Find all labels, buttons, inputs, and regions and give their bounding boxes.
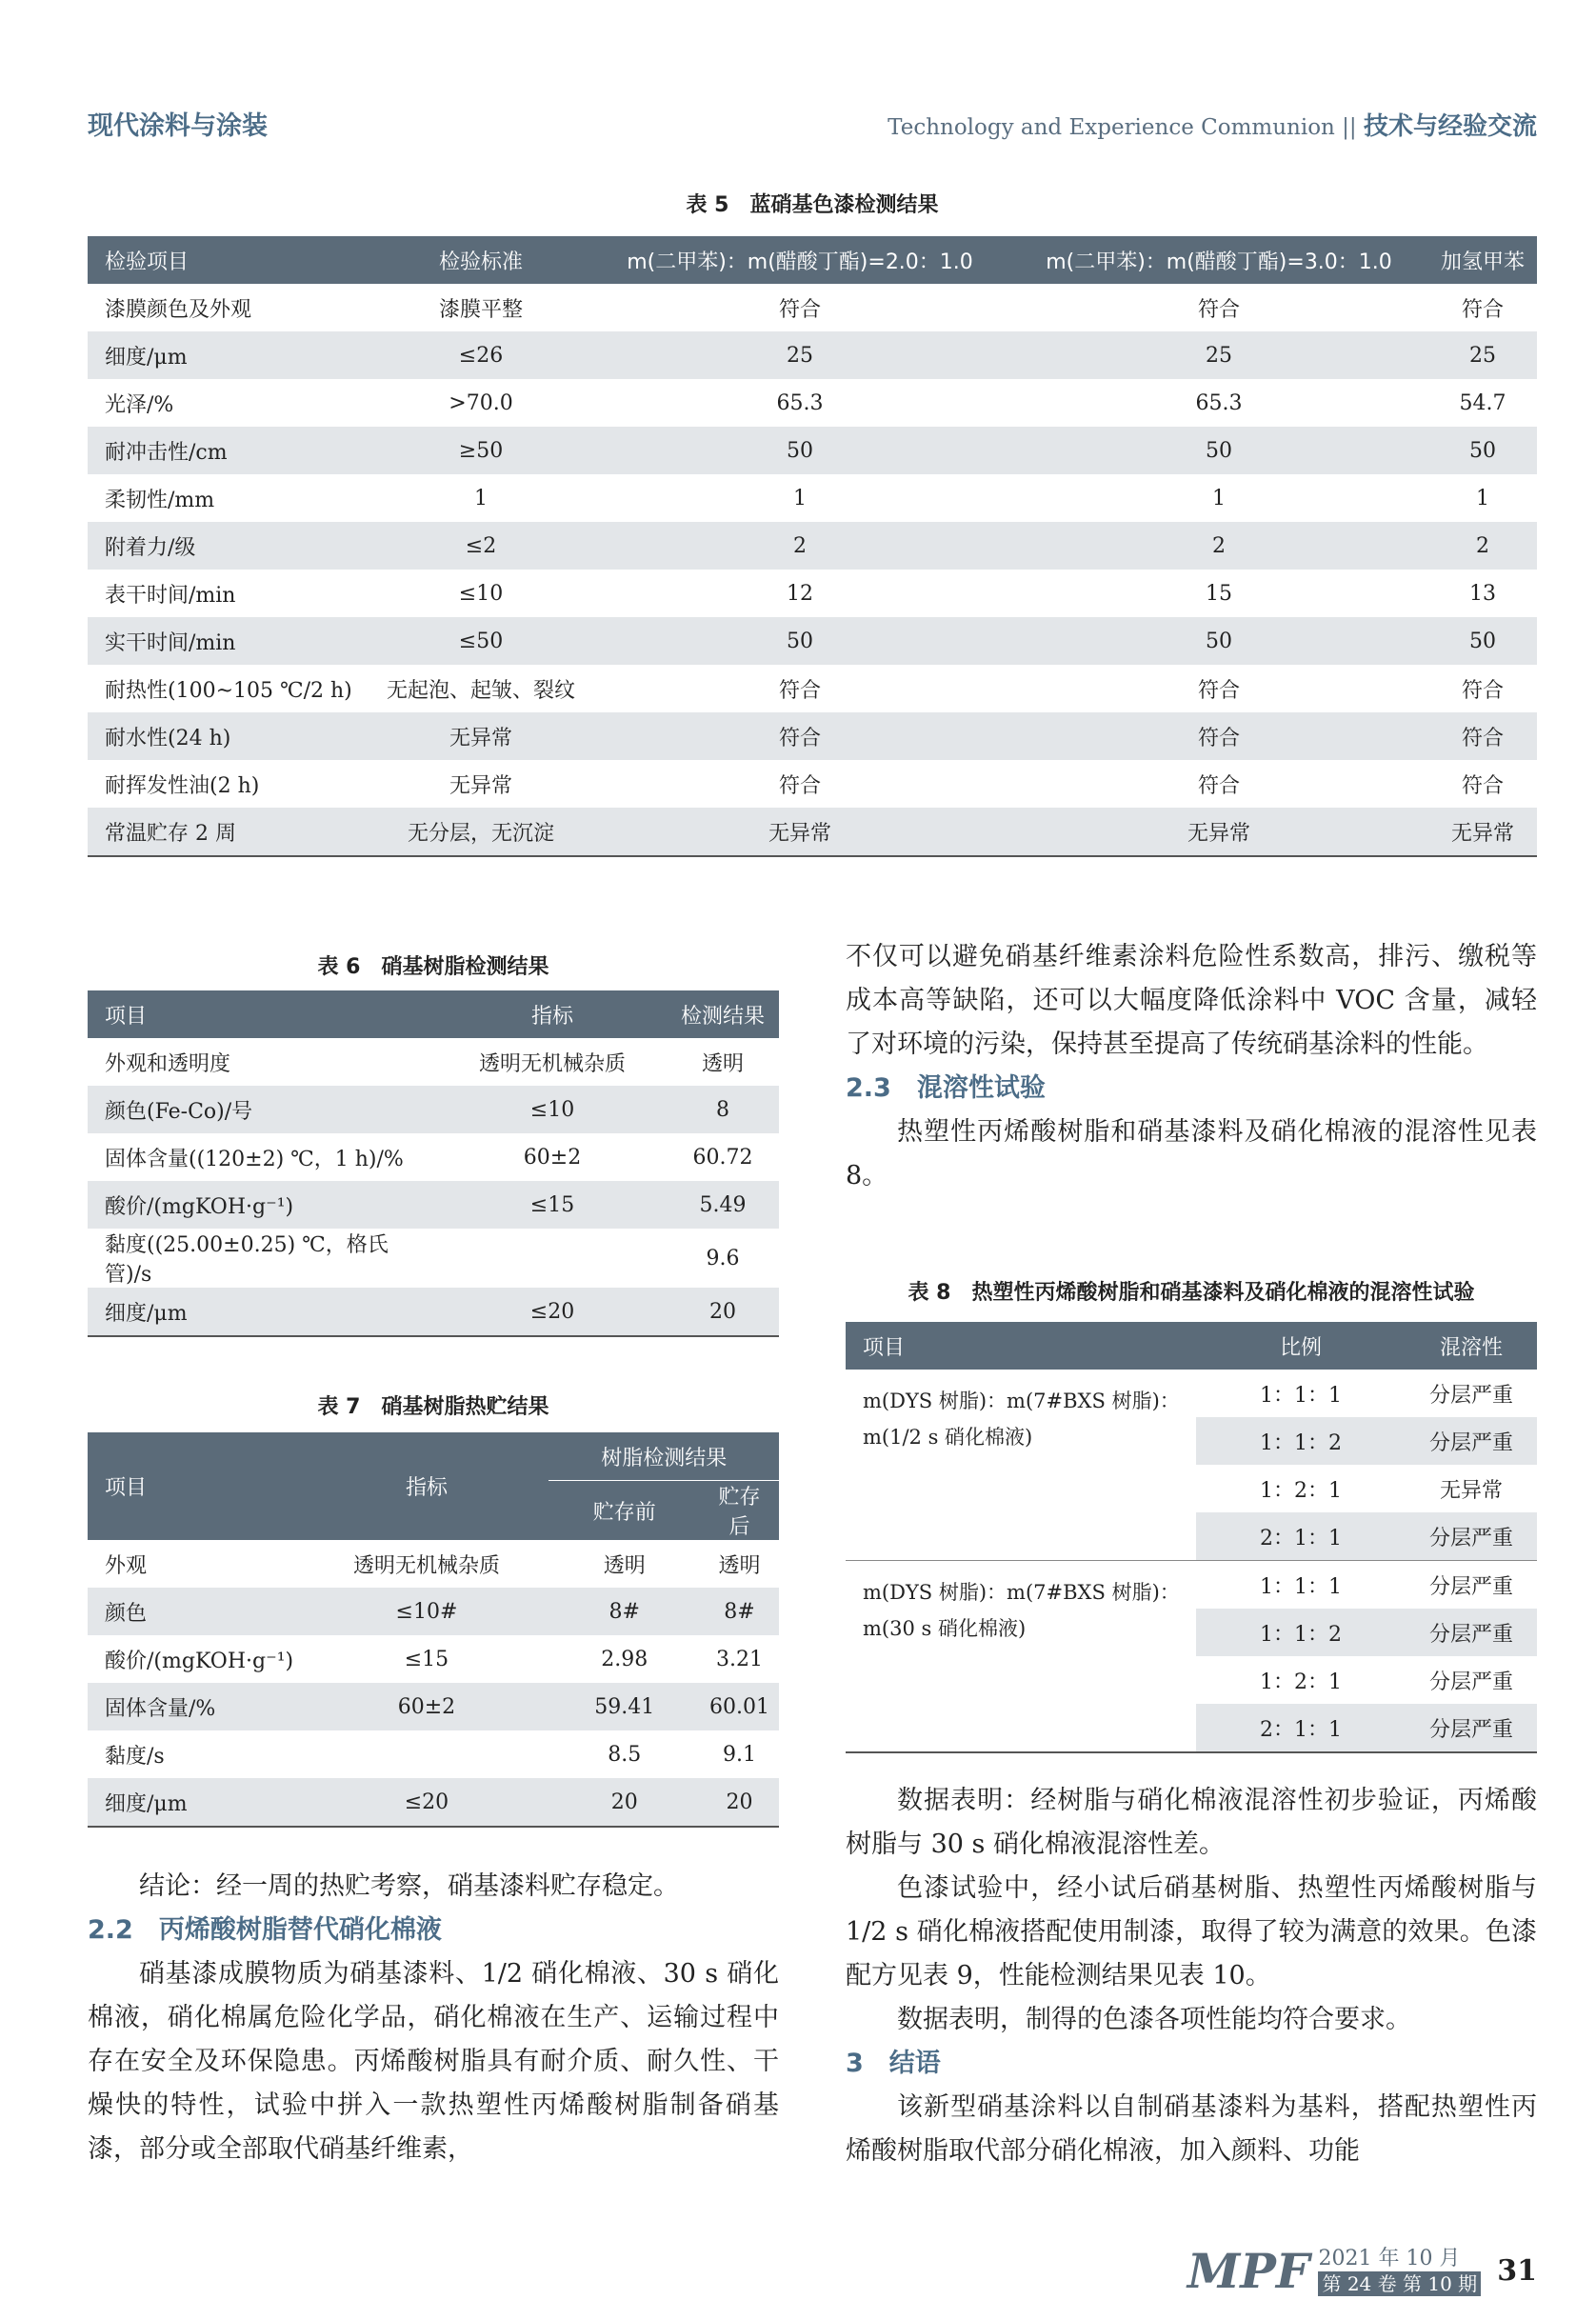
table-cell: 12 (590, 570, 1009, 617)
table-row (88, 1730, 779, 1778)
table5 (88, 236, 1537, 857)
table5-header: 加氢甲苯 (1428, 236, 1537, 284)
column-title-cn: 技术与经验交流 (1363, 112, 1537, 141)
table-row (88, 760, 1537, 808)
table-cell: 漆膜平整 (371, 284, 590, 331)
table-cell: 8# (700, 1588, 779, 1635)
table-cell: ≥50 (371, 427, 590, 474)
table-cell: 无异常 (1406, 1465, 1537, 1512)
table-cell: 无异常 (371, 760, 590, 808)
column-title-en: Technology and Experience Communion (888, 115, 1335, 140)
table-row (846, 1370, 1537, 1417)
table-cell: 50 (1009, 427, 1428, 474)
table5-header: 检验标准 (371, 236, 590, 284)
table-row (88, 1181, 779, 1229)
table-cell: 符合 (1009, 284, 1428, 331)
table-cell: ≤10 (371, 570, 590, 617)
table-cell: 2 (590, 522, 1009, 570)
continued-paragraph: 不仅可以避免硝基纤维素涂料危险性系数高，排污、缴税等成本高等缺陷，还可以大幅度降低涂料中 VOC 含量，减轻了对环境的污染，保持甚至提高了传统硝基涂料的性能。 (846, 942, 1537, 1059)
table-cell: 符合 (590, 284, 1009, 331)
table6 (88, 990, 779, 1337)
table-cell: 20 (700, 1778, 779, 1827)
section-2-3-heading: 2.3 混溶性试验 (846, 1073, 1046, 1103)
table-cell: ≤2 (371, 522, 590, 570)
table-cell: 透明无机械杂质 (438, 1038, 667, 1086)
table7-header: 贮存前 (549, 1481, 700, 1541)
table-cell: 1：2：1 (1196, 1465, 1406, 1512)
table-cell: 透明 (667, 1038, 779, 1086)
table6-caption: 表 6 硝基树脂检测结果 (317, 955, 549, 979)
page-footer (1187, 2243, 1537, 2299)
table-cell: 分层严重 (1406, 1512, 1537, 1561)
table-row (88, 808, 1537, 856)
table-cell: 50 (1009, 617, 1428, 665)
data-statement-2: 数据表明，制得的色漆各项性能均符合要求。 (897, 2005, 1411, 2034)
table-row (88, 1635, 779, 1683)
table-cell: 20 (549, 1778, 700, 1827)
table-cell: 13 (1428, 570, 1537, 617)
table-cell: 符合 (1428, 665, 1537, 712)
table5-header: m(二甲苯)：m(醋酸丁酯)=3.0：1.0 (1009, 236, 1428, 284)
section-2-2-heading: 2.2 丙烯酸树脂替代硝化棉液 (88, 1915, 442, 1945)
table-cell: ≤20 (438, 1288, 667, 1336)
table-cell: 65.3 (1009, 379, 1428, 427)
table-cell: ≤10 (438, 1086, 667, 1133)
table-cell: 符合 (1428, 760, 1537, 808)
table7-header: 树脂检测结果 (549, 1432, 779, 1481)
table-row (846, 1561, 1537, 1610)
table6-header: 项目 (88, 990, 438, 1038)
table-cell: 细度/μm (88, 1288, 438, 1336)
table-cell: 透明 (700, 1540, 779, 1588)
table-cell: 分层严重 (1406, 1609, 1537, 1656)
table-cell: ≤26 (371, 331, 590, 379)
table-cell: 1 (590, 474, 1009, 522)
table-cell: 符合 (1428, 284, 1537, 331)
table-cell: 分层严重 (1406, 1561, 1537, 1610)
table-cell: 耐热性(100~105 ℃/2 h) (88, 665, 371, 712)
table-cell: 60.01 (700, 1683, 779, 1730)
column-title (888, 107, 1537, 142)
table-cell: 分层严重 (1406, 1417, 1537, 1465)
table-cell: 1：1：1 (1196, 1370, 1406, 1417)
conclusion-paragraph: 结论：经一周的热贮考察，硝基漆料贮存稳定。 (139, 1871, 679, 1901)
table-row (88, 331, 1537, 379)
table-cell: 9.1 (700, 1730, 779, 1778)
column-separator: || (1342, 115, 1357, 140)
color-paint-paragraph: 色漆试验中，经小试后硝基树脂、热塑性丙烯酸树脂与 1/2 s 硝化棉液搭配使用制漆，取得了较为满意的效果。色漆配方见表 9，性能检测结果见表 10。 (846, 1873, 1537, 1990)
table-cell: 酸价/(mgKOH·g⁻¹) (88, 1635, 305, 1683)
table7-caption: 表 7 硝基树脂热贮结果 (317, 1395, 549, 1419)
table-cell: 60.72 (667, 1133, 779, 1181)
table-cell: 漆膜颜色及外观 (88, 284, 371, 331)
section-3-paragraph: 该新型硝基涂料以自制硝基漆料为基料，搭配热塑性丙烯酸树脂取代部分硝化棉液，加入颜料、功能 (846, 2092, 1537, 2166)
table7-header: 指标 (305, 1432, 549, 1540)
table-cell: 无起泡、起皱、裂纹 (371, 665, 590, 712)
table-cell: 5.49 (667, 1181, 779, 1229)
table-cell: ≤10# (305, 1588, 549, 1635)
table-cell: 常温贮存 2 周 (88, 808, 371, 856)
table-row (88, 617, 1537, 665)
table-cell: 1 (1428, 474, 1537, 522)
table-cell: ≤15 (438, 1181, 667, 1229)
table-cell: 8.5 (549, 1730, 700, 1778)
table-cell: 2 (1009, 522, 1428, 570)
table-cell: 2：1：1 (1196, 1704, 1406, 1752)
table-cell: 表干时间/min (88, 570, 371, 617)
data-statement-1: 数据表明：经树脂与硝化棉液混溶性初步验证，丙烯酸树脂与 30 s 硝化棉液混溶性差。 (846, 1786, 1537, 1859)
table-cell: 2.98 (549, 1635, 700, 1683)
table7-header: 贮存后 (700, 1481, 779, 1541)
table-cell: 无异常 (590, 808, 1009, 856)
table-row (88, 712, 1537, 760)
table-cell: 3.21 (700, 1635, 779, 1683)
section-2-2-paragraph: 硝基漆成膜物质为硝基漆料、1/2 硝化棉液、30 s 硝化棉液，硝化棉属危险化学品，硝化棉液在生产、运输过程中存在安全及环保隐患。丙烯酸树脂具有耐介质、耐久性、干燥快的特性，试验中拼入一款热塑性丙烯酸树脂制备硝基漆，部分或全部取代硝基纤维素， (88, 1959, 779, 2164)
table-cell: 25 (590, 331, 1009, 379)
table5-header: m(二甲苯)：m(醋酸丁酯)=2.0：1.0 (590, 236, 1009, 284)
table8-header: 混溶性 (1406, 1322, 1537, 1370)
table-cell: 60±2 (305, 1683, 549, 1730)
table-cell: 外观 (88, 1540, 305, 1588)
table-cell: ≤50 (371, 617, 590, 665)
table7 (88, 1432, 779, 1828)
issue-info (1318, 2247, 1481, 2296)
table-row (88, 1038, 779, 1086)
table-cell: 透明 (549, 1540, 700, 1588)
table-cell: 柔韧性/mm (88, 474, 371, 522)
table-cell: ≤20 (305, 1778, 549, 1827)
right-column-text-bottom (846, 1779, 1537, 2173)
table-cell: m(DYS 树脂)：m(7#BXS 树脂)：m(30 s 硝化棉液) (846, 1561, 1196, 1753)
table-cell: 耐水性(24 h) (88, 712, 371, 760)
table-cell: 无分层，无沉淀 (371, 808, 590, 856)
table-cell: 符合 (1009, 665, 1428, 712)
table-row (88, 284, 1537, 331)
table-cell: 1 (371, 474, 590, 522)
table-cell: 8# (549, 1588, 700, 1635)
table8-caption: 表 8 热塑性丙烯酸树脂和硝基漆料及硝化棉液的混溶性试验 (908, 1281, 1475, 1305)
table8-header: 比例 (1196, 1322, 1406, 1370)
table8-header: 项目 (846, 1322, 1196, 1370)
table-cell: 无异常 (371, 712, 590, 760)
table-cell: 1 (1009, 474, 1428, 522)
table-cell: 9.6 (667, 1229, 779, 1288)
table-row (88, 1778, 779, 1827)
table-row (88, 1540, 779, 1588)
table-cell: 耐冲击性/cm (88, 427, 371, 474)
table7-header: 项目 (88, 1432, 305, 1540)
table-cell: 符合 (1009, 760, 1428, 808)
table-cell: 符合 (1428, 712, 1537, 760)
table-cell: ≤15 (305, 1635, 549, 1683)
section-3-heading: 3 结语 (846, 2049, 941, 2078)
table-cell: 1：1：2 (1196, 1417, 1406, 1465)
table-cell: 无异常 (1428, 808, 1537, 856)
table-cell: 符合 (1009, 712, 1428, 760)
table-cell: 细度/μm (88, 331, 371, 379)
table-cell: 细度/μm (88, 1778, 305, 1827)
table-cell: 50 (1428, 427, 1537, 474)
table-cell: 透明无机械杂质 (305, 1540, 549, 1588)
table-cell: 59.41 (549, 1683, 700, 1730)
table-cell: 50 (1428, 617, 1537, 665)
table-row (88, 1288, 779, 1336)
issue-volume: 第 24 卷 第 10 期 (1318, 2271, 1481, 2296)
table-cell: 8 (667, 1086, 779, 1133)
table-cell: 外观和透明度 (88, 1038, 438, 1086)
table-cell: 15 (1009, 570, 1428, 617)
table-cell: 1：1：1 (1196, 1561, 1406, 1610)
table-cell: 符合 (590, 760, 1009, 808)
table-cell: 54.7 (1428, 379, 1537, 427)
table5-caption: 表 5 蓝硝基色漆检测结果 (686, 193, 939, 217)
table-cell: 60±2 (438, 1133, 667, 1181)
table-cell: 耐挥发性油(2 h) (88, 760, 371, 808)
table-cell: 实干时间/min (88, 617, 371, 665)
table-row (88, 379, 1537, 427)
table-cell: 光泽/% (88, 379, 371, 427)
table-cell: 25 (1009, 331, 1428, 379)
table8 (846, 1322, 1537, 1753)
table-cell: 1：2：1 (1196, 1656, 1406, 1704)
table-cell: 50 (590, 617, 1009, 665)
table-cell: 符合 (590, 712, 1009, 760)
right-column-text-top (846, 935, 1537, 1198)
table-cell: 酸价/(mgKOH·g⁻¹) (88, 1181, 438, 1229)
table-row (88, 1588, 779, 1635)
table-cell: 黏度/s (88, 1730, 305, 1778)
journal-name: 现代涂料与涂装 (88, 111, 268, 141)
table-cell: 20 (667, 1288, 779, 1336)
section-2-3-paragraph: 热塑性丙烯酸树脂和硝基漆料及硝化棉液的混溶性见表 8。 (846, 1117, 1537, 1190)
table-cell: 固体含量/% (88, 1683, 305, 1730)
page-number: 31 (1497, 2254, 1537, 2288)
table-cell: m(DYS 树脂)：m(7#BXS 树脂)：m(1/2 s 硝化棉液) (846, 1370, 1196, 1561)
table-cell: 无异常 (1009, 808, 1428, 856)
table-cell (305, 1730, 549, 1778)
table-row (88, 522, 1537, 570)
table-cell: 2：1：1 (1196, 1512, 1406, 1561)
left-column-text (88, 1865, 779, 2171)
table-cell: 颜色(Fe-Co)/号 (88, 1086, 438, 1133)
table-row (88, 1086, 779, 1133)
table5-header: 检验项目 (88, 236, 371, 284)
table-cell: 1：1：2 (1196, 1609, 1406, 1656)
table-cell: 2 (1428, 522, 1537, 570)
table-cell (438, 1229, 667, 1288)
table6-header: 指标 (438, 990, 667, 1038)
table-cell: 分层严重 (1406, 1370, 1537, 1417)
table-cell: 黏度((25.00±0.25) ℃，格氏管)/s (88, 1229, 438, 1288)
table-cell: 固体含量((120±2) ℃，1 h)/% (88, 1133, 438, 1181)
table-cell: 25 (1428, 331, 1537, 379)
table-row (88, 1683, 779, 1730)
table-row (88, 1133, 779, 1181)
table-cell: >70.0 (371, 379, 590, 427)
table-cell: 颜色 (88, 1588, 305, 1635)
issue-date: 2021 年 10 月 (1318, 2246, 1461, 2270)
table-row (88, 1229, 779, 1288)
table-cell: 分层严重 (1406, 1656, 1537, 1704)
table-row (88, 570, 1537, 617)
table-cell: 符合 (590, 665, 1009, 712)
journal-logo: MPF (1187, 2243, 1310, 2299)
table-cell: 附着力/级 (88, 522, 371, 570)
table-row (88, 665, 1537, 712)
table-row (88, 474, 1537, 522)
table6-header: 检测结果 (667, 990, 779, 1038)
table-row (88, 427, 1537, 474)
table-cell: 65.3 (590, 379, 1009, 427)
table-cell: 50 (590, 427, 1009, 474)
table-cell: 分层严重 (1406, 1704, 1537, 1752)
